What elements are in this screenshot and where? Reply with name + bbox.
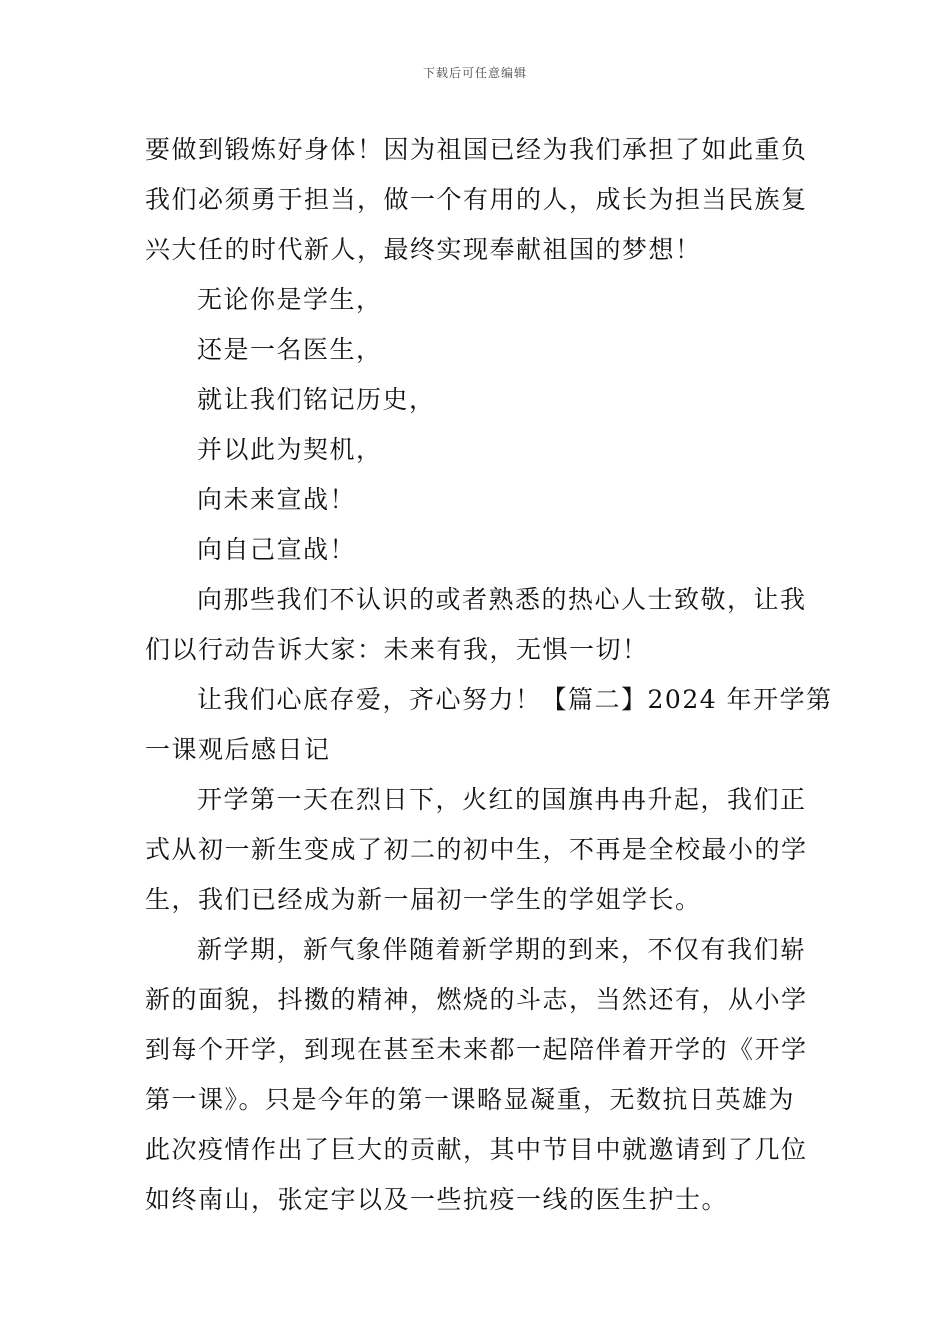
text-line: 新的面貌，抖擞的精神，燃烧的斗志，当然还有，从小学: [145, 985, 808, 1014]
text-line: 开学第一天在烈日下，火红的国旗冉冉升起，我们正: [197, 785, 807, 814]
text-line: 到每个开学，到现在甚至未来都一起陪伴着开学的《开学: [145, 1035, 808, 1064]
text-line: 第一课》。只是今年的第一课略显凝重，无数抗日英雄为: [145, 1085, 796, 1114]
page-header: 下载后可任意编辑: [422, 66, 527, 80]
text-line: 生，我们已经成为新一届初一学生的学姐学长。: [145, 885, 702, 914]
text-line: 式从初一新生变成了初二的初中生，不再是全校最小的学: [145, 835, 808, 864]
text-line: 并以此为契机，: [197, 435, 383, 464]
text-line: 如终南山，张定宇以及一些抗疫一线的医生护士。: [145, 1185, 729, 1214]
text-line: 向自己宣战！: [197, 535, 357, 564]
text-line: 向那些我们不认识的或者熟悉的热心人士致敬，让我: [197, 585, 807, 614]
text-line: 兴大任的时代新人，最终实现奉献祖国的梦想！: [145, 235, 702, 264]
text-line: 们以行动告诉大家：未来有我，无惧一切！: [145, 635, 649, 664]
text-line: 还是一名医生，: [197, 335, 383, 364]
text-line: 让我们心底存爱，齐心努力！【篇二】2024 年开学第: [197, 685, 833, 714]
text-line: 新学期，新气象伴随着新学期的到来，不仅有我们崭: [197, 935, 807, 964]
text-line: 一课观后感日记: [145, 735, 331, 764]
document-body: [145, 125, 833, 1225]
text-line: 我们必须勇于担当，做一个有用的人，成长为担当民族复: [145, 185, 808, 214]
text-line: 向未来宣战！: [197, 485, 357, 514]
text-line: 无论你是学生，: [197, 285, 383, 314]
text-line: 要做到锻炼好身体！因为祖国已经为我们承担了如此重负: [145, 135, 808, 164]
text-line: 此次疫情作出了巨大的贡献，其中节目中就邀请到了几位: [145, 1135, 808, 1164]
text-line: 就让我们铭记历史，: [197, 385, 436, 414]
